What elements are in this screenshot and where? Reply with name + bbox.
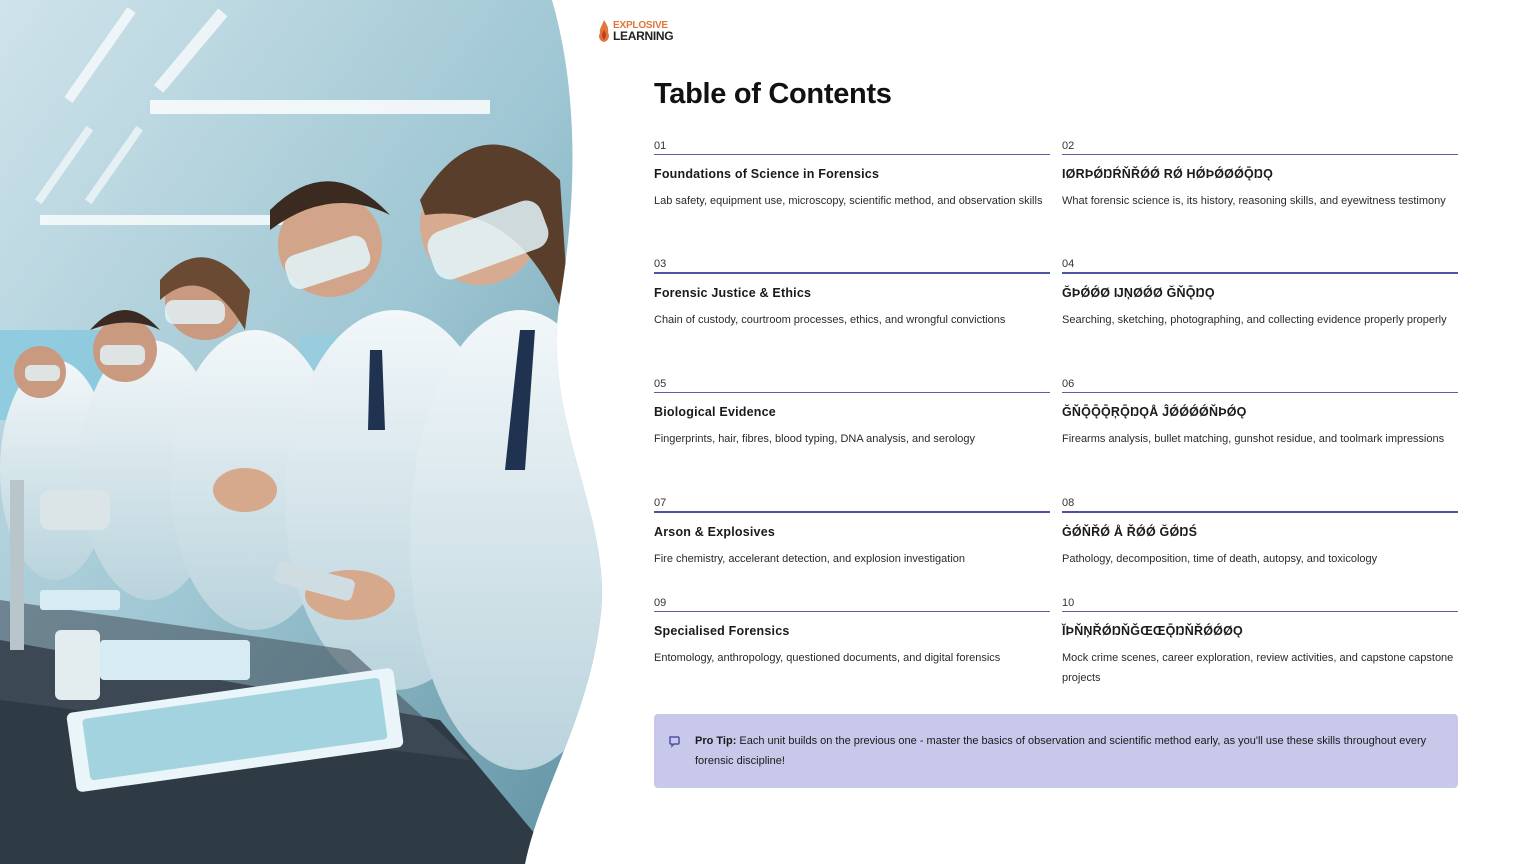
unit-description: Mock crime scenes, career exploration, review activities, and capstone capstone projects xyxy=(1062,652,1454,684)
unit-description: Fire chemistry, accelerant detection, and explosion investigation xyxy=(654,553,966,565)
toc-item-05 xyxy=(654,376,1050,495)
tip-text: Each unit builds on the previous one - master the basics of observation and scientific method early, as you'll use these skills throughout every forensic discipline! xyxy=(695,735,1427,767)
unit-title: ĞÞǾǾØ ĲŅØǾØ ĞŇǬŊǪ xyxy=(1062,286,1215,300)
toc-item-06 xyxy=(1062,376,1458,495)
unit-number: 10 xyxy=(1062,597,1075,609)
unit-description: Lab safety, equipment use, microscopy, scientific method, and observation skills xyxy=(654,195,1043,207)
logo-line-1: EXPLOSIVE xyxy=(613,20,668,31)
toc-item-04 xyxy=(1062,256,1458,376)
flame-icon xyxy=(598,18,610,44)
divider xyxy=(654,272,1050,274)
unit-description: Searching, sketching, photographing, and collecting evidence properly properly xyxy=(1062,314,1447,326)
toc-item-08 xyxy=(1062,495,1458,595)
tip-label: Pro Tip: xyxy=(695,735,737,747)
toc-item-03 xyxy=(654,256,1050,376)
logo-line-2: LEARNING xyxy=(613,29,674,43)
divider xyxy=(1062,392,1458,393)
divider xyxy=(654,392,1050,393)
unit-description: Chain of custody, courtroom processes, ethics, and wrongful convictions xyxy=(654,314,1006,326)
divider xyxy=(654,511,1050,513)
unit-title: Biological Evidence xyxy=(654,405,776,419)
unit-title: Specialised Forensics xyxy=(654,624,790,638)
divider xyxy=(1062,511,1458,513)
unit-number: 05 xyxy=(654,378,667,390)
unit-title: Foundations of Science in Forensics xyxy=(654,167,880,181)
divider xyxy=(1062,272,1458,274)
explosive-learning-logo xyxy=(598,18,673,44)
unit-number: 01 xyxy=(654,140,667,152)
unit-description: Firearms analysis, bullet matching, gunshot residue, and toolmark impressions xyxy=(1062,433,1445,445)
unit-number: 06 xyxy=(1062,378,1075,390)
unit-title: IØRÞǾŊŔŇŘǾǾ RǾ HǾÞǾØǾǬŊǪ xyxy=(1062,167,1274,181)
hero-lab-photo xyxy=(0,0,620,864)
divider xyxy=(654,154,1050,155)
unit-number: 09 xyxy=(654,597,667,609)
unit-number: 07 xyxy=(654,497,667,509)
toc-item-01 xyxy=(654,138,1050,256)
divider xyxy=(1062,611,1458,612)
unit-title: ĞŇǬǬǬŖǬŊǪÅ ĴǾǾǾǾŇÞǾǪ xyxy=(1062,405,1247,419)
toc-item-10 xyxy=(1062,595,1458,705)
unit-description: Pathology, decomposition, time of death, autopsy, and toxicology xyxy=(1062,553,1378,565)
table-of-contents xyxy=(654,138,1458,705)
divider xyxy=(1062,154,1458,155)
unit-title: ĠǾŇŘǾ Å ŘǾǾ ĞǾŊŚ xyxy=(1062,525,1198,539)
unit-title: Arson & Explosives xyxy=(654,525,776,539)
unit-number: 08 xyxy=(1062,497,1075,509)
unit-title: Forensic Justice & Ethics xyxy=(654,286,812,300)
tip-icon xyxy=(668,735,681,748)
page-title: Table of Contents xyxy=(654,78,892,110)
unit-number: 02 xyxy=(1062,140,1075,152)
divider xyxy=(654,611,1050,612)
unit-title: ĬÞŇŅŘǾŊŇǦŒŒǬŊŇŘǾǾØǪ xyxy=(1062,624,1243,638)
toc-item-09 xyxy=(654,595,1050,705)
unit-description: Fingerprints, hair, fibres, blood typing, DNA analysis, and serology xyxy=(654,433,975,445)
unit-description: What forensic science is, its history, reasoning skills, and eyewitness testimony xyxy=(1062,195,1446,207)
unit-number: 04 xyxy=(1062,258,1075,270)
toc-item-02 xyxy=(1062,138,1458,256)
unit-description: Entomology, anthropology, questioned documents, and digital forensics xyxy=(654,652,1001,664)
toc-item-07 xyxy=(654,495,1050,595)
unit-number: 03 xyxy=(654,258,667,270)
pro-tip-callout xyxy=(654,714,1458,788)
